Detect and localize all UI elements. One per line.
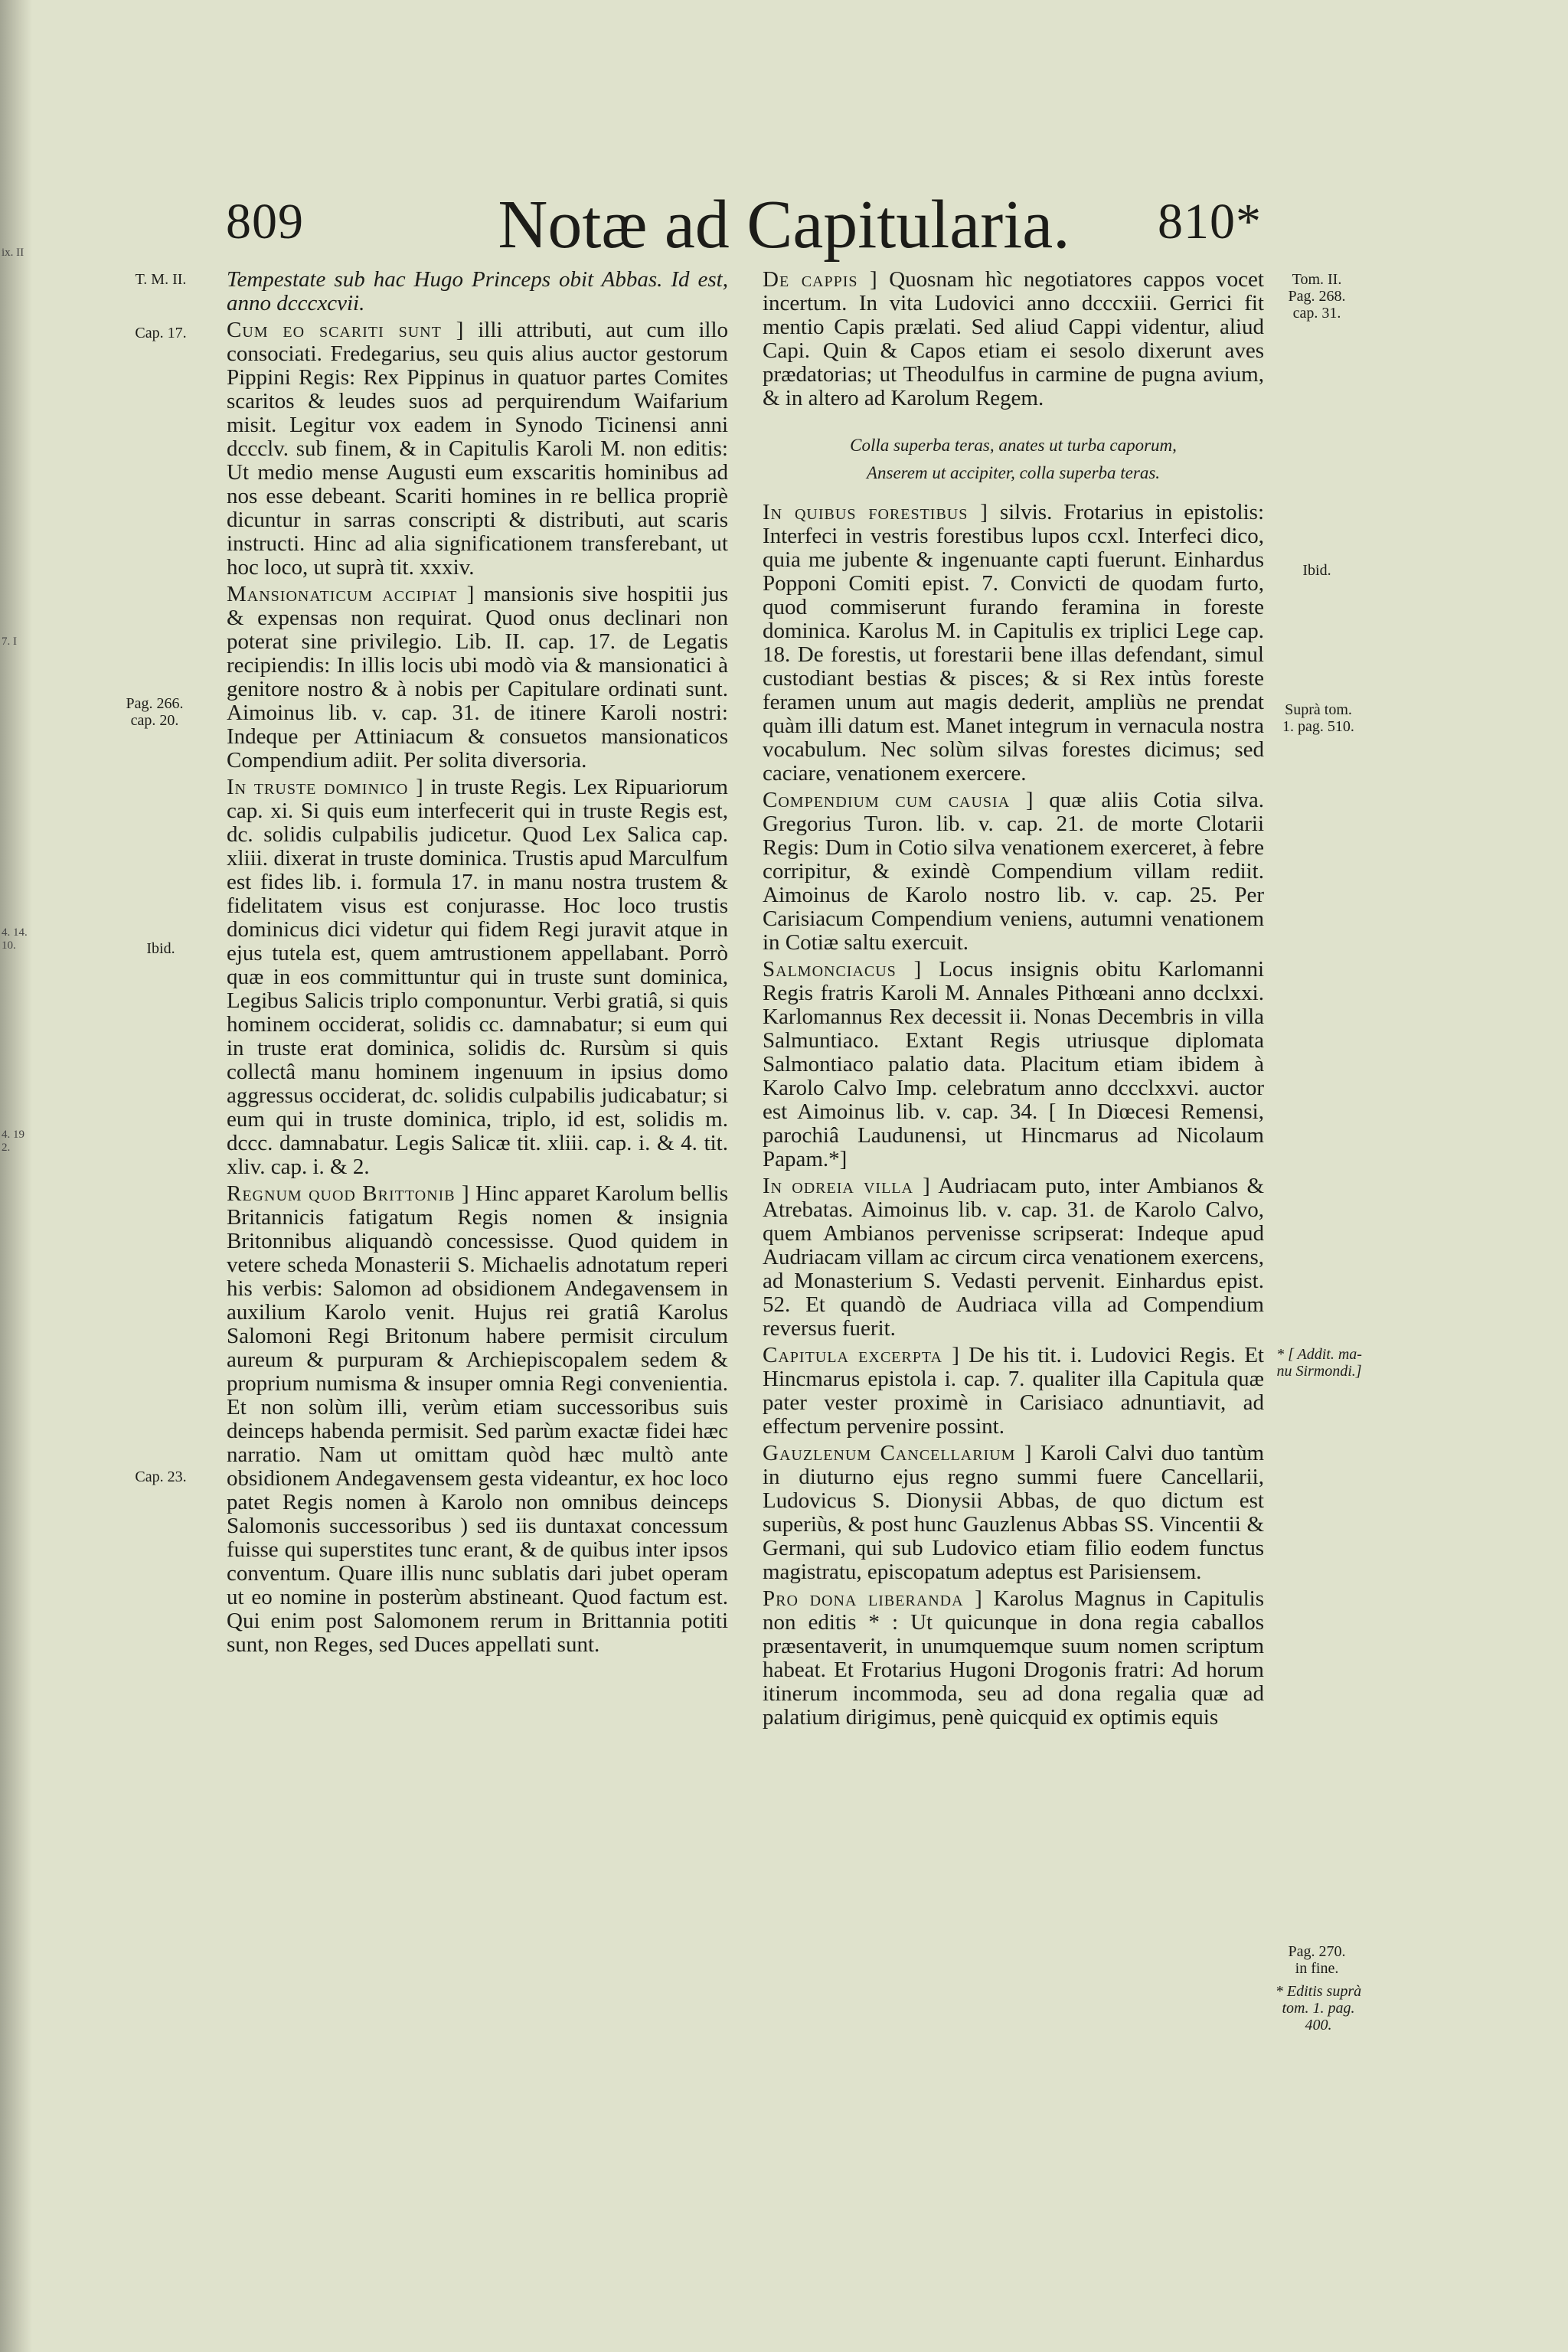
paragraph-text: Hinc apparet Karolum bellis Britannicis fatigatum Regis nomen & insignia Britonnibus aliquandò concessisse. Quod quidem in vetere scheda Monasterii S. Michaelis adnotatum reperi his verbis: Salomon ad obsidionem Andegavensem in auxilium Karolo venit. Hujus rei gratiâ Karolus Salomoni Regi Britonum habere permisit circulum aureum & purpuram & Archiepiscopalem sedem & proprium numisma & insuper omnia Regi convenientia. Et non solùm illi, verùm etiam successoribus suis deinceps habenda permisit. Sed parùm exactæ fidei hæc narratio. Nam ut omittam quòd hæc multò ante obsidionem Andegavensem gesta videantur, ex hoc loco patet Regis nomen à Karolo non omnibus deinceps Salomonis successoribus ) sed iis duntaxat concessum fuisse qui superstites tunc erant, & de quibus inter ipsos conventum. Quare illis nunc sublatis dari jubet operam ut eo nomine in posterùm abstineant. Quod factum est. Qui enim post Salomonem rerum in Brittannia potiti sunt, non Reges, sed Duces appellati sunt. — [227, 1181, 729, 1657]
paragraph — [763, 501, 1264, 786]
edge-label: 4. 19 2. — [2, 1129, 24, 1154]
margin-note: Pag. 270. in fine. — [1288, 1943, 1346, 1977]
margin-note: Tom. II. Pag. 268. cap. 31. — [1288, 271, 1346, 322]
paragraph-text: De his tit. i. Ludovici Regis. Et Hincmarus epistola i. cap. 7. qualiter illa Capitula quæ pater vester proximè in Carisiaco adnuntiavit, ad effectum pervenire possint. — [763, 1343, 1264, 1439]
left-page-number: 809 — [226, 194, 304, 250]
verse-quotation — [763, 432, 1264, 487]
lemma: Capitula excerpta ] — [763, 1343, 960, 1367]
binding-edge — [0, 0, 32, 2352]
margin-note: Cap. 23. — [135, 1468, 187, 1485]
paragraph-text: illi attributi, aut cum illo consociati. Fredegarius, seu quis alius auctor gestorum Pippini Regis: Rex Pippinus in quatuor partes Comites scaritos & leudes suos ad perquirendum Waifarium misit. Legitur vox eadem in Synodo Ticinensi anni dccclv. sub finem, & in Capitulis Karoli M. non editis: Ut medio mense Augusti eum exscaritis hominibus ad nos esse debeant. Scariti homines in re bellica propriè dicuntur in sarras conscripti & distributi, aut scaris instructi. Hinc ad alia significationem transferebant, ut hoc loco, ut suprà tit. xxxiv. — [227, 318, 729, 580]
lemma: Mansionaticum accipiat ] — [227, 582, 475, 606]
paragraph — [227, 268, 728, 315]
margin-note: Cap. 17. — [135, 325, 187, 341]
margin-note: Ibid. — [146, 940, 175, 957]
paragraph-text: mansionis sive hospitii jus & expensas non requirat. Quod onus declinari non poterat sine privilegio. Lib. II. cap. 17. de Legatis recipiendis: In illis locis ubi modò via & mansionatici à genitore nostro & à nobis per Capitulare ordinati sunt. Aimoinus lib. v. cap. 31. de itinere Karoli nostri: Indeque per Attiniacum & consuetos mansionaticos Compendium adiit. Per solita diversoria. — [227, 582, 728, 773]
paragraph — [227, 318, 728, 580]
margin-note: Pag. 266. cap. 20. — [126, 695, 184, 729]
paragraph — [763, 1174, 1264, 1341]
paragraph — [763, 1442, 1264, 1584]
edge-label: 7. I — [2, 635, 17, 648]
paragraph-text: Karoli Calvi duo tantùm in diuturno ejus regno summi fuere Cancellarii, Ludovicus S. Dionysii Abbas, de quo dictum est superiùs, & post hunc Gauzlenus Abbas SS. Vincentii & Germani, qui sub Ludovico etiam filio eodem functus magistratu, episcopatum adeptus est Parisiensem. — [763, 1441, 1264, 1584]
lemma: Pro dona liberanda ] — [763, 1586, 983, 1611]
lemma: De cappis ] — [763, 267, 878, 292]
paragraph-text: silvis. Frotarius in epistolis: Interfeci in vestris forestibus lupos ccxl. Interfeci dico, quia me jubente & ingenuante capti fuerunt. Einhardus Popponi Comiti epist. 7. Convicti de quodam furto, quod commiserunt furando feramina in foreste dominica. Karolus M. in Capitulis ex triplici Lege cap. 18. De forestis, ut forestarii bene illas defendant, simul custodiant bestias & pisces; & si Rex intùs foreste feramen unum aut magis dederit, ampliùs ne prendat quàm illi datum est. Manet integrum in vernacula nostra vocabulum. Nec solùm silvas forestes dicimus; sed caciare, venationem exercere. — [763, 500, 1264, 786]
left-text-column — [227, 268, 728, 1660]
lemma: In quibus forestibus ] — [763, 500, 988, 524]
paragraph — [763, 1587, 1264, 1730]
margin-note: Suprà tom. 1. pag. 510. — [1282, 701, 1354, 735]
verse-line: Anserem ut accipiter, colla superba teras. — [866, 463, 1161, 482]
right-page-number: 810* — [1158, 194, 1262, 250]
paragraph-text: Quosnam hìc negotiatores cappos vocet incertum. In vita Ludovici anno dcccxiii. Gerrici fit mentio Capis prælati. Sed aliud Cappi videntur, aliud Capi. Quin & Capos etiam ei sesolo dixerunt aves prædatorias; ut Theodulfus in carmine de pugna avium, & in altero ad Karolum Regem. — [763, 267, 1264, 410]
paragraph-text: in truste Regis. Lex Ripuariorum cap. xi. Si quis eum interfecerit qui in truste Regis est, dc. solidis culpabilis judicetur. Quod Lex Salica cap. xliii. dixerat in truste dominica. Trustis apud Marculfum est fides lib. i. formula 17. in manu nostra trustem & fidelitatem visus est conjurasse. Hoc loco trustis dominicus dici videtur qui fidem Regi juravit atque in ejus tutela est, quem amtrustionem appellabant. Porrò quæ in eos committuntur qui in truste sunt dominica, Legibus Salicis triplo componuntur. Verbi gratiâ, si quis hominem occiderat, solidis cc. damnabatur; si eum qui in truste erat dominica, solidis dc. Rursùm si quis collectâ manu hominem ingenuum in ipsius domo aggressus occiderat, dc. solidis culpabilis judicabatur; si eum qui in truste dominica, triplo, id est, solidis m. dccc. damnabatur. Legis Salicæ tit. xliii. cap. i. & 4. tit. xliv. cap. i. & 2. — [227, 775, 728, 1179]
margin-note: * [ Addit. ma- nu Sirmondi.] — [1276, 1346, 1362, 1380]
lemma: Regnum quod Brittonib ] — [227, 1181, 470, 1206]
margin-note: T. M. II. — [135, 271, 187, 288]
paragraph — [227, 1182, 728, 1657]
lemma: Cum eo scariti sunt ] — [227, 318, 465, 342]
lemma: In odreia villa ] — [763, 1174, 931, 1198]
right-text-column — [763, 268, 1264, 1733]
margin-note: Ibid. — [1302, 562, 1331, 579]
paragraph-text: Karolus Magnus in Capitulis non editis * : Ut quicunque in dona regia caballos præsentaverit, in unumquemque suum nomen scriptum habeat. Et Frotarius Hugoni Drogonis fratri: Ad horum itinerum incommoda, seu ad dona regalia quæ ad palatium dirigimus, penè quicquid ex optimis equis — [763, 1586, 1265, 1730]
paragraph — [763, 1344, 1264, 1439]
paragraph — [763, 789, 1264, 955]
lemma: Gauzlenum Cancellarium ] — [763, 1441, 1033, 1465]
paragraph-text: Tempestate sub hac Hugo Princeps obit Abbas. Id est, anno dcccxcvii. — [227, 267, 728, 315]
paragraph — [763, 958, 1264, 1171]
paragraph — [763, 268, 1264, 410]
verse-line: Colla superba teras, anates ut turba caporum, — [850, 436, 1177, 455]
lemma: Compendium cum causia ] — [763, 788, 1034, 812]
edge-label: 4. 14. 10. — [2, 926, 28, 952]
paragraph — [227, 583, 728, 773]
lemma: In truste dominico ] — [227, 775, 424, 799]
lemma: Salmonciacus ] — [763, 957, 923, 982]
edge-label: ix. II — [2, 247, 24, 259]
margin-note: * Editis suprà tom. 1. pag. 400. — [1275, 1983, 1362, 2034]
paragraph-text: quæ aliis Cotia silva. Gregorius Turon. lib. v. cap. 21. de morte Clotarii Regis: Dum in Cotio silva venationem exerceret, à febre corripitur, & exindè Compendium villam rediit. Aimoinus de Karolo nostro lib. v. cap. 25. Per Carisiacum Compendium veniens, autumni venationem in Cotiæ saltu exercuit. — [763, 788, 1265, 955]
running-title: Notæ ad Capitularia. — [498, 187, 1070, 263]
paragraph — [227, 776, 728, 1179]
paragraph-text: Locus insignis obitu Karlomanni Regis fratris Karoli M. Annales Pithœani anno dcclxxi. Karlomannus Rex decessit ii. Nonas Decembris in villa Salmuntiaco. Extant Regis utriusque diplomata Salmontiaco palatio data. Placitum etiam ibidem à Karolo Calvo Imp. celebratum anno dccclxxvi. auctor est Aimoinus lib. v. cap. 34. [ In Diœcesi Remensi, parochiâ Laudunensi, ut Hincmarus ad Nicolaum Papam.*] — [763, 957, 1264, 1171]
paragraph-text: Audriacam puto, inter Ambianos & Atrebatas. Aimoinus lib. v. cap. 31. de Karolo Calvo, quem Ambianos pervenisse scripserat: Indeque apud Audriacam villam ac circum circa venationem exercens, ad Monasterium S. Vedasti pervenit. Einhardus epist. 52. Et quandò de Audriaca villa ad Compendium reversus fuerit. — [763, 1174, 1264, 1341]
